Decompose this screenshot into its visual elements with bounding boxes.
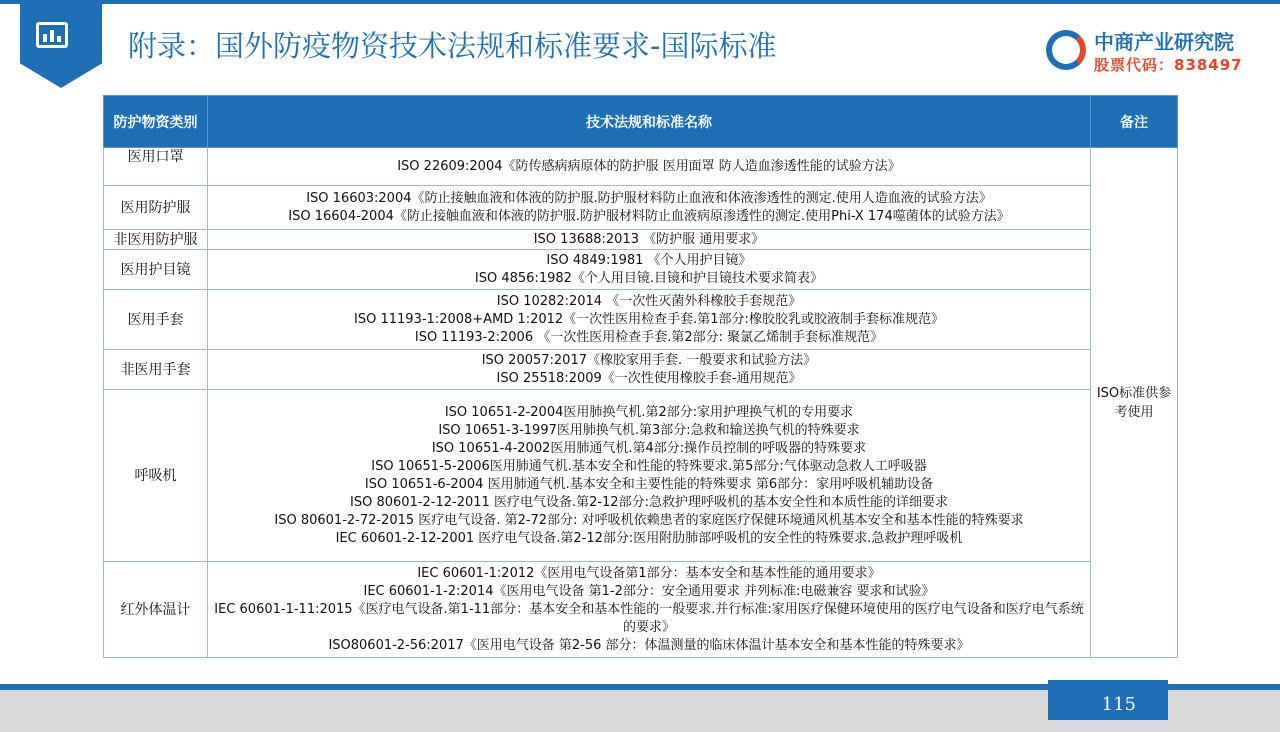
standard-line: ISO 80601-2-72-2015 医疗电气设备. 第2-72部分: 对呼吸机依赖患者的家庭医疗保健环境通风机基本安全和基本性能的特殊要求 [274, 512, 1024, 528]
row-category: 呼吸机 [104, 390, 208, 562]
standard-line: ISO 10651-6-2004 医用肺通气机.基本安全和主要性能的特殊要求 第6部分：家用呼吸机辅助设备 [364, 476, 934, 492]
standard-line: ISO 4856:1982《个人用目镜.目镜和护目镜技术要求简表》 [474, 270, 824, 286]
standard-line: ISO 10651-3-1997医用肺换气机.第3部分:急救和输送换气机的特殊要求 [438, 422, 860, 438]
logo-mark-icon [1046, 30, 1086, 70]
standard-line: ISO 10651-2-2004医用肺换气机.第2部分:家用护理换气机的专用要求 [444, 404, 854, 420]
row-standards [208, 350, 1091, 390]
table-header-row [104, 96, 1178, 148]
header-note: 备注 [1091, 96, 1178, 148]
row-category: 非医用手套 [104, 350, 208, 390]
page-title: 附录：国外防疫物资技术法规和标准要求-国际标准 [128, 29, 777, 63]
standard-line: ISO 11193-2:2006 《一次性医用检查手套.第2部分: 聚氯乙烯制手套标准规范》 [414, 329, 884, 345]
row-category: 医用护目镜 [104, 250, 208, 290]
standard-line: IEC 60601-2-12-2001 医疗电气设备.第2-12部分:医用附肋肺部呼吸机的安全性的特殊要求.急救护理呼吸机 [335, 530, 963, 546]
row-standards [208, 290, 1091, 350]
chart-icon [36, 22, 68, 48]
top-accent-line [0, 0, 1280, 4]
table-row [104, 350, 1178, 390]
standard-line: ISO 16603:2004《防止接触血液和体液的防护服.防护服材料防止血液和体液渗透性的测定.使用人造血液的试验方法》 [306, 190, 992, 206]
header-standards: 技术法规和标准名称 [208, 96, 1091, 148]
standard-line: IEC 60601-1:2012《医用电气设备第1部分：基本安全和基本性能的通用要求》 [417, 565, 881, 581]
table-row [104, 390, 1178, 562]
row-category: 医用防护服 [104, 186, 208, 230]
table-row [104, 562, 1178, 658]
row-category: 医用手套 [104, 290, 208, 350]
table-row [104, 250, 1178, 290]
table-row [104, 290, 1178, 350]
standard-line: ISO 10282:2014 《一次性灭菌外科橡胶手套规范》 [496, 293, 802, 309]
standard-line: ISO 10651-5-2006医用肺通气机.基本安全和性能的特殊要求.第5部分:气体驱动急救人工呼吸器 [371, 458, 927, 474]
standard-line: ISO 11193-1:2008+AMD 1:2012《一次性医用检查手套.第1部分:橡胶胶乳或胶液制手套标准规范》 [354, 311, 944, 327]
row-standards [208, 250, 1091, 290]
table-row [104, 230, 1178, 250]
standard-line: ISO80601-2-56:2017《医用电气设备 第2-56 部分：体温测量的临床体温计基本安全和基本性能的特殊要求》 [328, 637, 970, 653]
standard-line: ISO 25518:2009《一次性使用橡胶手套-通用规范》 [496, 370, 802, 386]
row-standards [208, 390, 1091, 562]
standard-line: ISO 22609:2004《防传感病病原体的防护服 医用面罩 防人造血渗透性能的试验方法》 [397, 158, 901, 174]
row-standards [208, 562, 1091, 658]
row-standards [208, 230, 1091, 250]
company-logo [1046, 26, 1256, 80]
page-number: 115 [1048, 680, 1168, 720]
standard-line: ISO 16604-2004《防止接触血液和体液的防护服.防护服材料防止血液病原渗透性的测定.使用Phi-X 174噬菌体的试验方法》 [288, 208, 1010, 224]
standard-line: ISO 4849:1981 《个人用护目镜》 [546, 252, 752, 268]
header-category: 防护物资类别 [104, 96, 208, 148]
standards-table [103, 95, 1178, 658]
row-standards [208, 186, 1091, 230]
table-row [104, 186, 1178, 230]
standard-line: ISO 13688:2013 《防护服 通用要求》 [533, 231, 765, 247]
logo-stock-code: 股票代码：838497 [1094, 56, 1243, 74]
row-standards [208, 148, 1091, 186]
logo-name: 中商产业研究院 [1094, 30, 1234, 54]
table-row [104, 148, 1178, 186]
standard-line: ISO 10651-4-2002医用肺通气机.第4部分:操作员控制的呼吸器的特殊要求 [431, 440, 867, 456]
standard-line: ISO 20057:2017《橡胶家用手套. 一般要求和试验方法》 [481, 352, 817, 368]
standard-line: IEC 60601-1-2:2014《医用电气设备 第1-2部分：安全通用要求 并列标准:电磁兼容 要求和试验》 [363, 583, 935, 599]
standard-line: ISO 80601-2-12-2011 医疗电气设备.第2-12部分:急救护理呼吸机的基本安全性和本质性能的详细要求 [350, 494, 948, 510]
row-category: 红外体温计 [104, 562, 208, 658]
row-category: 非医用防护服 [104, 230, 208, 250]
row-category: 医用口罩 [104, 148, 208, 186]
row-note: ISO标准供参考使用 [1091, 148, 1178, 658]
standard-line: IEC 60601-1-11:2015《医疗电气设备.第1-11部分：基本安全和基本性能的一般要求.并行标准:家用医疗保健环境使用的医疗电气设备和医疗电气系统的要求》 [214, 601, 1084, 635]
